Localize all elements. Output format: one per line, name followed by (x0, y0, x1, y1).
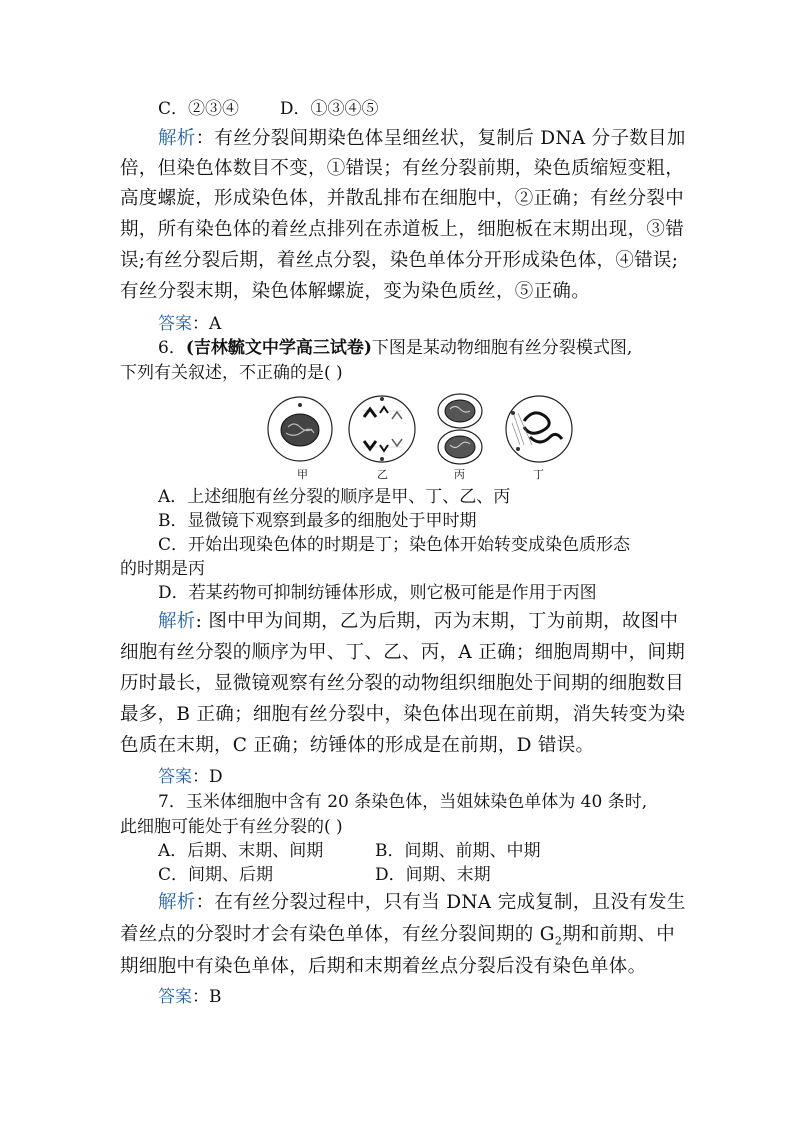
q6-analysis-line-5: 色质在末期，C 正确；纺锤体的形成是在前期，D 错误。 (120, 735, 595, 756)
q6-stem-line-1: 6．(吉林毓文中学高三试卷)下图是某动物细胞有丝分裂模式图, (158, 338, 633, 358)
q5-option-c: C．②③④ (158, 99, 240, 119)
q7-option-d: D．间期、末期 (375, 865, 491, 885)
q5-analysis-line-6: 有丝分裂末期，染色体解螺旋，变为染色质丝，⑤正确。 (120, 281, 591, 302)
q6-answer-label: 答案 (158, 767, 192, 787)
q6-option-d: D．若某药物可抑制纺锤体形成，则它极可能是作用于丙图 (158, 583, 597, 603)
q5-answer (158, 313, 221, 335)
q5-analysis-line-5: 误;有丝分裂后期，着丝点分裂，染色单体分开形成染色体，④错误; (120, 250, 679, 271)
figure-label-bing: 丙 (454, 468, 465, 481)
q7-options-row-1 (158, 840, 541, 862)
q7-answer-value: ：B (192, 987, 222, 1007)
q6-answer (158, 766, 223, 788)
q5-answer-value: ：A (192, 314, 222, 334)
cell-bing-diagram (438, 394, 482, 464)
q5-analysis-line-3: 高度螺旋，形成染色体，并散乱排布在细胞中，②正确；有丝分裂中 (120, 188, 685, 209)
q6-option-b: B．显微镜下观察到最多的细胞处于甲时期 (158, 511, 477, 531)
q7-answer-label: 答案 (158, 987, 192, 1007)
q6-source: (吉林毓文中学高三试卷) (185, 338, 372, 358)
q6-option-c: C．开始出现染色体的时期是丁；染色体开始转变成染色质形态 (158, 535, 631, 555)
q6-analysis-line-4: 最多，B 正确；细胞有丝分裂中，染色体出现在前期，消失转变为染 (120, 704, 686, 725)
q5-answer-label: 答案 (158, 314, 192, 334)
q7-analysis-line-2: 着丝点的分裂时才会有染色单体，有丝分裂间期的 $G_2$期和前期、中 (120, 924, 675, 948)
q5-analysis-label: 解析 (158, 128, 196, 149)
q6-analysis-line-1: 解析: 图中甲为间期，乙为后期，丙为末期，丁为前期，故图中 (158, 611, 679, 632)
q5-option-d: D．①③④⑤ (279, 99, 379, 119)
figure-label-jia: 甲 (297, 468, 308, 481)
q7-stem-line-2: 此细胞可能处于有丝分裂的( ) (120, 817, 343, 837)
figure-label-yi: 乙 (377, 468, 388, 481)
cell-yi-diagram (349, 396, 415, 462)
q6-stem-line-2: 下列有关叙述，不正确的是( ) (120, 363, 343, 383)
q6-option-a: A．上述细胞有丝分裂的顺序是甲、丁、乙、丙 (158, 487, 511, 507)
q5-options-line (158, 98, 378, 120)
figure-label-ding: 丁 (533, 468, 544, 481)
q7-answer (158, 986, 222, 1008)
cell-jia-diagram (268, 397, 332, 461)
q6-answer-value: ：D (192, 767, 223, 787)
q7-option-a: A．后期、末期、间期 (158, 841, 324, 861)
q5-analysis-line-4: 期，所有染色体的着丝点排列在赤道板上，细胞板在末期出现，③错 (120, 219, 685, 240)
q6-option-c-cont: 的时期是丙 (120, 559, 205, 579)
q7-option-c: C．间期、后期 (158, 865, 274, 885)
q7-analysis-line-1: 解析：在有丝分裂过程中，只有当 DNA 完成复制，且没有发生 (158, 892, 686, 913)
q7-analysis-line-3: 期细胞中有染色单体，后期和末期着丝点分裂后没有染色单体。 (120, 956, 647, 977)
q7-analysis-label: 解析 (158, 892, 196, 913)
q5-analysis-line-1: 解析：有丝分裂间期染色体呈细丝状，复制后 DNA 分子数目加 (158, 128, 686, 149)
q6-analysis-line-2: 细胞有丝分裂的顺序为甲、丁、乙、丙，A 正确；细胞周期中，间期 (120, 642, 686, 663)
q7-stem-line-1: 7．玉米体细胞中含有 20 条染色体，当姐妹染色单体为 40 条时, (158, 792, 648, 812)
q7-option-b: B．间期、前期、中期 (375, 841, 541, 861)
q6-analysis-label: 解析 (158, 611, 196, 632)
q7-options-row-2 (158, 864, 491, 886)
cell-ding-diagram (506, 396, 572, 462)
q6-analysis-line-3: 历时最长，显微镜观察有丝分裂的动物组织细胞处于间期的细胞数目 (120, 673, 685, 694)
q5-analysis-line-2: 倍，但染色体数目不变，①错误；有丝分裂前期，染色质缩短变粗， (120, 158, 685, 179)
